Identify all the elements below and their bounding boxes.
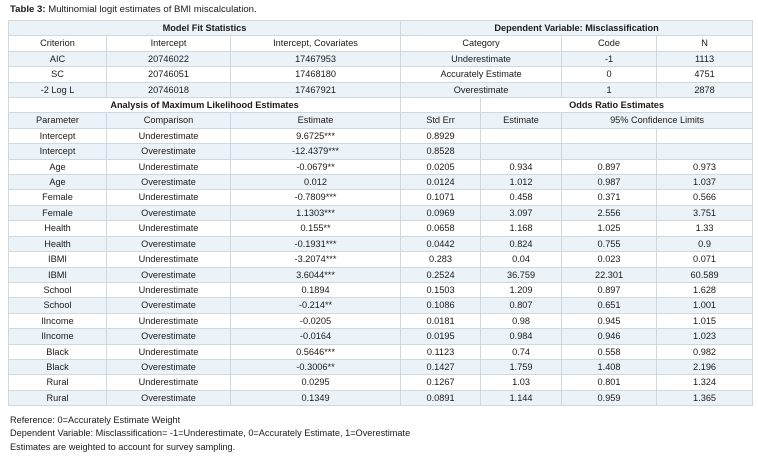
odds-ratio-cell: 1.759 — [481, 359, 562, 374]
comparison-cell: Underestimate — [107, 313, 231, 328]
comparison-cell: Overestimate — [107, 267, 231, 282]
std-err-cell: 0.8528 — [401, 144, 481, 159]
upper-limit-cell: 1.365 — [657, 390, 753, 405]
category-cell: Overestimate — [401, 82, 562, 97]
section-header-row — [9, 98, 753, 113]
fit-row — [9, 51, 753, 66]
comparison-cell: Overestimate — [107, 359, 231, 374]
std-err-cell: 0.1427 — [401, 359, 481, 374]
col-confidence-limits: 95% Confidence Limits — [562, 113, 753, 128]
comparison-cell: Overestimate — [107, 236, 231, 251]
estimate-cell: -0.1931*** — [231, 236, 401, 251]
odds-ratio-cell: 1.012 — [481, 175, 562, 190]
upper-limit-cell: 1.001 — [657, 298, 753, 313]
lower-limit-cell — [562, 128, 657, 143]
col-estimate: Estimate — [231, 113, 401, 128]
estimate-row — [9, 282, 753, 297]
code-cell: 0 — [562, 67, 657, 82]
caption-label: Table 3: — [10, 4, 46, 15]
lower-limit-cell: 0.897 — [562, 159, 657, 174]
section-header-row — [9, 21, 753, 36]
lower-limit-cell: 1.025 — [562, 221, 657, 236]
col-intercept: Intercept — [107, 36, 231, 51]
upper-limit-cell: 1.628 — [657, 282, 753, 297]
odds-ratio-cell — [481, 128, 562, 143]
intercept-cell: 20746022 — [107, 51, 231, 66]
estimates-table — [8, 20, 753, 406]
estimate-row — [9, 175, 753, 190]
comparison-cell: Underestimate — [107, 190, 231, 205]
parameter-cell: Intercept — [9, 128, 107, 143]
parameter-cell: IBMI — [9, 267, 107, 282]
std-err-cell: 0.0442 — [401, 236, 481, 251]
ml-estimates-header: Analysis of Maximum Likelihood Estimates — [9, 98, 401, 113]
comparison-cell: Overestimate — [107, 329, 231, 344]
comparison-cell: Underestimate — [107, 344, 231, 359]
table-notes — [10, 414, 410, 454]
comparison-cell: Underestimate — [107, 282, 231, 297]
odds-ratio-cell: 1.168 — [481, 221, 562, 236]
parameter-cell: School — [9, 298, 107, 313]
parameter-cell: Female — [9, 205, 107, 220]
parameter-cell: lIncome — [9, 313, 107, 328]
lower-limit-cell: 0.987 — [562, 175, 657, 190]
upper-limit-cell: 0.982 — [657, 344, 753, 359]
upper-limit-cell — [657, 128, 753, 143]
upper-limit-cell: 60.589 — [657, 267, 753, 282]
std-err-cell: 0.8929 — [401, 128, 481, 143]
parameter-cell: Black — [9, 359, 107, 374]
lower-limit-cell: 0.371 — [562, 190, 657, 205]
estimate-row — [9, 144, 753, 159]
estimate-cell: -3.2074*** — [231, 252, 401, 267]
odds-ratio-cell: 0.934 — [481, 159, 562, 174]
code-cell: 1 — [562, 82, 657, 97]
upper-limit-cell: 1.015 — [657, 313, 753, 328]
column-header-row — [9, 36, 753, 51]
parameter-cell: School — [9, 282, 107, 297]
col-code: Code — [562, 36, 657, 51]
upper-limit-cell: 3.751 — [657, 205, 753, 220]
std-err-cell: 0.2524 — [401, 267, 481, 282]
blank-cell — [401, 98, 481, 113]
upper-limit-cell: 0.566 — [657, 190, 753, 205]
estimate-cell: 0.012 — [231, 175, 401, 190]
estimate-cell: -0.214** — [231, 298, 401, 313]
odds-ratio-cell: 0.04 — [481, 252, 562, 267]
parameter-cell: Intercept — [9, 144, 107, 159]
estimate-row — [9, 128, 753, 143]
estimate-row — [9, 236, 753, 251]
lower-limit-cell: 0.755 — [562, 236, 657, 251]
comparison-cell: Underestimate — [107, 221, 231, 236]
parameter-cell: lIncome — [9, 329, 107, 344]
lower-limit-cell: 0.897 — [562, 282, 657, 297]
table-body — [9, 21, 753, 406]
category-cell: Accurately Estimate — [401, 67, 562, 82]
estimate-row — [9, 205, 753, 220]
criterion-cell: -2 Log L — [9, 82, 107, 97]
criterion-cell: SC — [9, 67, 107, 82]
estimate-row — [9, 221, 753, 236]
fit-row — [9, 67, 753, 82]
estimate-row — [9, 359, 753, 374]
upper-limit-cell: 1.33 — [657, 221, 753, 236]
col-intercept-covariates: Intercept, Covariates — [231, 36, 401, 51]
odds-ratio-cell: 1.209 — [481, 282, 562, 297]
n-cell: 4751 — [657, 67, 753, 82]
col-criterion: Criterion — [9, 36, 107, 51]
code-cell: -1 — [562, 51, 657, 66]
estimate-cell: 0.5646*** — [231, 344, 401, 359]
estimate-cell: 0.155** — [231, 221, 401, 236]
std-err-cell: 0.0124 — [401, 175, 481, 190]
std-err-cell: 0.1086 — [401, 298, 481, 313]
comparison-cell: Overestimate — [107, 175, 231, 190]
lower-limit-cell: 0.959 — [562, 390, 657, 405]
comparison-cell: Overestimate — [107, 205, 231, 220]
std-err-cell: 0.0969 — [401, 205, 481, 220]
odds-ratio-cell: 0.98 — [481, 313, 562, 328]
lower-limit-cell: 0.946 — [562, 329, 657, 344]
column-header-row — [9, 113, 753, 128]
upper-limit-cell: 2.196 — [657, 359, 753, 374]
fit-row — [9, 82, 753, 97]
estimate-row — [9, 313, 753, 328]
n-cell: 1113 — [657, 51, 753, 66]
estimate-row — [9, 252, 753, 267]
col-or-estimate: Estimate — [481, 113, 562, 128]
std-err-cell: 0.0195 — [401, 329, 481, 344]
std-err-cell: 0.0181 — [401, 313, 481, 328]
criterion-cell: AIC — [9, 51, 107, 66]
estimate-row — [9, 390, 753, 405]
col-category: Category — [401, 36, 562, 51]
std-err-cell: 0.0891 — [401, 390, 481, 405]
odds-ratio-cell: 0.984 — [481, 329, 562, 344]
intercept-cell: 20746018 — [107, 82, 231, 97]
parameter-cell: Health — [9, 221, 107, 236]
upper-limit-cell: 0.071 — [657, 252, 753, 267]
lower-limit-cell: 22.301 — [562, 267, 657, 282]
category-cell: Underestimate — [401, 51, 562, 66]
estimate-cell: 1.1303*** — [231, 205, 401, 220]
lower-limit-cell: 0.558 — [562, 344, 657, 359]
intercept-cell: 20746051 — [107, 67, 231, 82]
upper-limit-cell: 1.324 — [657, 375, 753, 390]
model-fit-header: Model Fit Statistics — [9, 21, 401, 36]
odds-ratio-cell: 0.74 — [481, 344, 562, 359]
upper-limit-cell: 0.9 — [657, 236, 753, 251]
odds-ratio-cell: 0.824 — [481, 236, 562, 251]
estimate-cell: -12.4379*** — [231, 144, 401, 159]
odds-ratio-header: Odds Ratio Estimates — [481, 98, 753, 113]
std-err-cell: 0.1071 — [401, 190, 481, 205]
std-err-cell: 0.1123 — [401, 344, 481, 359]
estimate-cell: -0.3006** — [231, 359, 401, 374]
odds-ratio-cell: 36.759 — [481, 267, 562, 282]
dependent-variable-header: Dependent Variable: Misclassification — [401, 21, 753, 36]
estimate-cell: 9.6725*** — [231, 128, 401, 143]
lower-limit-cell: 0.651 — [562, 298, 657, 313]
estimate-row — [9, 344, 753, 359]
odds-ratio-cell: 0.458 — [481, 190, 562, 205]
note-weighting: Estimates are weighted to account for survey sampling. — [10, 441, 236, 452]
parameter-cell: Age — [9, 159, 107, 174]
odds-ratio-cell: 1.03 — [481, 375, 562, 390]
lower-limit-cell: 1.408 — [562, 359, 657, 374]
std-err-cell: 0.0658 — [401, 221, 481, 236]
note-reference: Reference: 0=Accurately Estimate Weight — [10, 415, 181, 425]
estimate-cell: -0.0205 — [231, 313, 401, 328]
covariates-cell: 17467921 — [231, 82, 401, 97]
upper-limit-cell — [657, 144, 753, 159]
parameter-cell: Age — [9, 175, 107, 190]
estimate-row — [9, 298, 753, 313]
note-dependent-variable: Dependent Variable: Misclassification= -1=Underestimate, 0=Accurately Estimate, 1=Overestimate — [10, 428, 411, 439]
col-parameter: Parameter — [9, 113, 107, 128]
std-err-cell: 0.283 — [401, 252, 481, 267]
estimate-cell: 3.6044*** — [231, 267, 401, 282]
comparison-cell: Underestimate — [107, 128, 231, 143]
parameter-cell: Health — [9, 236, 107, 251]
comparison-cell: Underestimate — [107, 375, 231, 390]
estimate-row — [9, 159, 753, 174]
estimate-cell: 0.0295 — [231, 375, 401, 390]
col-std-err: Std Err — [401, 113, 481, 128]
caption-text: Multinomial logit estimates of BMI miscalculation. — [45, 4, 257, 15]
lower-limit-cell: 0.023 — [562, 252, 657, 267]
estimate-row — [9, 375, 753, 390]
estimate-cell: -0.0679** — [231, 159, 401, 174]
parameter-cell: Female — [9, 190, 107, 205]
comparison-cell: Underestimate — [107, 252, 231, 267]
lower-limit-cell: 0.945 — [562, 313, 657, 328]
upper-limit-cell: 1.037 — [657, 175, 753, 190]
estimate-cell: 0.1349 — [231, 390, 401, 405]
odds-ratio-cell — [481, 144, 562, 159]
lower-limit-cell — [562, 144, 657, 159]
lower-limit-cell: 2.556 — [562, 205, 657, 220]
parameter-cell: IBMI — [9, 252, 107, 267]
std-err-cell: 0.1503 — [401, 282, 481, 297]
col-n: N — [657, 36, 753, 51]
comparison-cell: Overestimate — [107, 390, 231, 405]
estimate-row — [9, 190, 753, 205]
odds-ratio-cell: 3.097 — [481, 205, 562, 220]
estimate-cell: 0.1894 — [231, 282, 401, 297]
estimate-row — [9, 329, 753, 344]
parameter-cell: Rural — [9, 390, 107, 405]
covariates-cell: 17467953 — [231, 51, 401, 66]
covariates-cell: 17468180 — [231, 67, 401, 82]
estimate-row — [9, 267, 753, 282]
comparison-cell: Underestimate — [107, 159, 231, 174]
comparison-cell: Overestimate — [107, 144, 231, 159]
lower-limit-cell: 0.801 — [562, 375, 657, 390]
odds-ratio-cell: 1.144 — [481, 390, 562, 405]
upper-limit-cell: 0.973 — [657, 159, 753, 174]
parameter-cell: Rural — [9, 375, 107, 390]
estimate-cell: -0.7809*** — [231, 190, 401, 205]
upper-limit-cell: 1.023 — [657, 329, 753, 344]
estimate-cell: -0.0164 — [231, 329, 401, 344]
n-cell: 2878 — [657, 82, 753, 97]
parameter-cell: Black — [9, 344, 107, 359]
std-err-cell: 0.1267 — [401, 375, 481, 390]
table-caption — [10, 4, 257, 15]
odds-ratio-cell: 0.807 — [481, 298, 562, 313]
comparison-cell: Overestimate — [107, 298, 231, 313]
std-err-cell: 0.0205 — [401, 159, 481, 174]
col-comparison: Comparison — [107, 113, 231, 128]
